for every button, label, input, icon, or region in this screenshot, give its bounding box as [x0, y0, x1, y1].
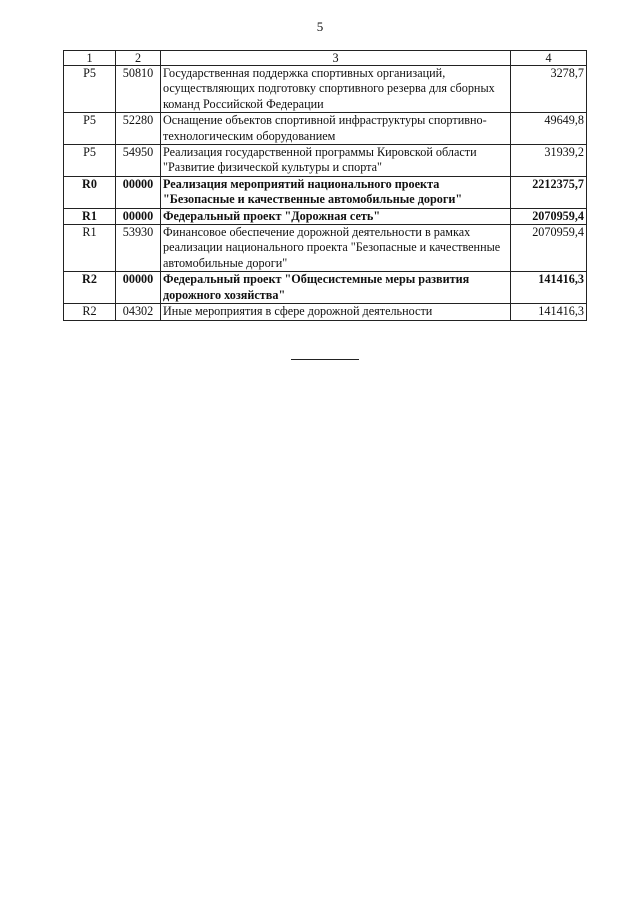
row-code-cell: R0	[64, 176, 116, 208]
row-amount-cell: 31939,2	[511, 145, 587, 177]
column-header-3: 3	[161, 51, 511, 66]
row-amount-cell: 2070959,4	[511, 208, 587, 224]
row-amount-cell: 2070959,4	[511, 225, 587, 272]
row-code-cell: R2	[64, 304, 116, 320]
end-of-document-rule	[291, 359, 359, 360]
row-article-cell: 00000	[116, 208, 161, 224]
table-row	[64, 66, 587, 113]
row-article-cell: 04302	[116, 304, 161, 320]
table-row	[64, 304, 587, 320]
table-row	[64, 176, 587, 208]
table-row	[64, 113, 587, 145]
column-header-1: 1	[64, 51, 116, 66]
row-name-cell: Государственная поддержка спортивных организаций, осуществляющих подготовку спортивного резерва для сборных команд Российской Федерации	[161, 66, 511, 113]
row-name-cell: Финансовое обеспечение дорожной деятельности в рамках реализации национального проекта "Безопасные и качественные автомобильные дороги"	[161, 225, 511, 272]
table-row	[64, 145, 587, 177]
row-name-cell: Иные мероприятия в сфере дорожной деятельности	[161, 304, 511, 320]
table-row	[64, 208, 587, 224]
row-article-cell: 54950	[116, 145, 161, 177]
row-amount-cell: 3278,7	[511, 66, 587, 113]
table-row	[64, 272, 587, 304]
row-article-cell: 50810	[116, 66, 161, 113]
row-article-cell: 53930	[116, 225, 161, 272]
row-name-cell: Оснащение объектов спортивной инфраструктуры спортивно-технологическим оборудованием	[161, 113, 511, 145]
page-number: 5	[316, 19, 324, 34]
row-name-cell: Реализация мероприятий национального проекта "Безопасные и качественные автомобильные дороги"	[161, 176, 511, 208]
row-code-cell: Р5	[64, 66, 116, 113]
row-amount-cell: 2212375,7	[511, 176, 587, 208]
row-amount-cell: 141416,3	[511, 304, 587, 320]
row-name-cell: Федеральный проект "Дорожная сеть"	[161, 208, 511, 224]
table-row	[64, 225, 587, 272]
row-article-cell: 52280	[116, 113, 161, 145]
row-amount-cell: 49649,8	[511, 113, 587, 145]
row-code-cell: Р5	[64, 145, 116, 177]
table-header-row	[64, 51, 587, 66]
row-article-cell: 00000	[116, 272, 161, 304]
budget-table	[63, 50, 587, 321]
row-amount-cell: 141416,3	[511, 272, 587, 304]
column-header-4: 4	[511, 51, 587, 66]
row-name-cell: Федеральный проект "Общесистемные меры развития дорожного хозяйства"	[161, 272, 511, 304]
row-name-cell: Реализация государственной программы Кировской области "Развитие физической культуры и спорта"	[161, 145, 511, 177]
row-article-cell: 00000	[116, 176, 161, 208]
row-code-cell: R2	[64, 272, 116, 304]
row-code-cell: R1	[64, 208, 116, 224]
column-header-2: 2	[116, 51, 161, 66]
row-code-cell: R1	[64, 225, 116, 272]
row-code-cell: Р5	[64, 113, 116, 145]
